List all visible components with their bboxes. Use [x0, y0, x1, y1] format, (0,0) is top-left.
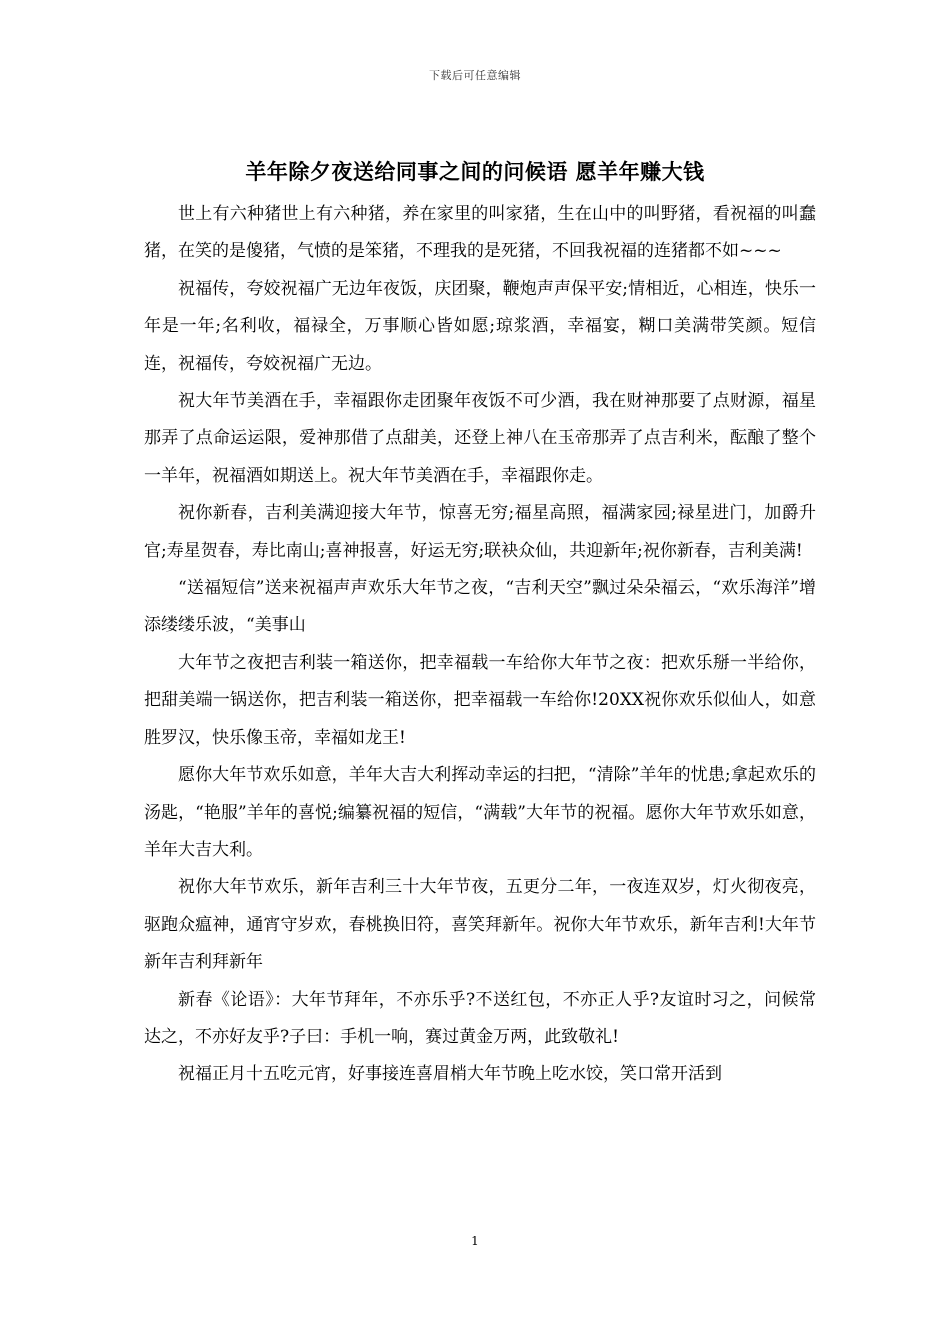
- paragraph-4: 祝你新春，吉利美满迎接大年节，惊喜无穷;福星高照，福满家园;禄星进门，加爵升官;寿星贺春，寿比南山;喜神报喜，好运无穷;联袂众仙，共迎新年;祝你新春，吉利美满!: [144, 503, 816, 561]
- paragraph-10: 祝福正月十五吃元宵，好事接连喜眉梢大年节晚上吃水饺，笑口常开活到: [178, 1064, 722, 1085]
- paragraph-9: 新春《论语》：大年节拜年，不亦乐乎?不送红包，不亦正人乎?友谊时习之，问候常达之，不亦好友乎?子曰：手机一响，赛过黄金万两，此致敬礼!: [144, 989, 816, 1047]
- page-number: 1: [471, 1234, 479, 1248]
- paragraph-7: 愿你大年节欢乐如意，羊年大吉大利挥动幸运的扫把，“清除”羊年的忧患;拿起欢乐的汤匙，“艳服”羊年的喜悦;编纂祝福的短信，“满载”大年节的祝福。愿你大年节欢乐如意，羊年大吉大利。: [144, 765, 816, 860]
- paragraph-3: 祝大年节美酒在手，幸福跟你走团聚年夜饭不可少酒，我在财神那要了点财源，福星那弄了点命运运限，爱神那借了点甜美，还登上神八在玉帝那弄了点吉利米，酝酿了整个一羊年，祝福酒如期送上。祝大年节美酒在手，幸福跟你走。: [144, 391, 816, 486]
- document-body: [144, 196, 816, 1094]
- paragraph-1: 世上有六种猪世上有六种猪，养在家里的叫家猪，生在山中的叫野猪，看祝福的叫蠢猪，在笑的是傻猪，气愤的是笨猪，不理我的是死猪，不回我祝福的连猪都不如~~~: [144, 204, 816, 262]
- header-note: 下载后可任意编辑: [429, 69, 521, 82]
- document-title: 羊年除夕夜送给同事之间的问候语 愿羊年赚大钱: [245, 159, 705, 184]
- paragraph-5: “送福短信”送来祝福声声欢乐大年节之夜，“吉利天空”飘过朵朵福云，“欢乐海洋”增添缕缕乐波，“美事山: [144, 578, 816, 636]
- paragraph-2: 祝福传，夸姣祝福广无边年夜饭，庆团聚，鞭炮声声保平安;情相近，心相连，快乐一年是一年;名利收，福禄全，万事顺心皆如愿;琼浆酒，幸福宴，糊口美满带笑颜。短信连，祝福传，夸姣祝福广无边。: [144, 278, 816, 374]
- paragraph-8: 祝你大年节欢乐，新年吉利三十大年节夜，五更分二年，一夜连双岁，灯火彻夜亮，驱跑众瘟神，通宵守岁欢，春桃换旧符，喜笑拜新年。祝你大年节欢乐，新年吉利!大年节新年吉利拜新年: [144, 877, 816, 973]
- paragraph-6: 大年节之夜把吉利装一箱送你，把幸福载一车给你大年节之夜：把欢乐掰一半给你，把甜美端一锅送你，把吉利装一箱送你，把幸福载一车给你!20XX祝你欢乐似仙人，如意胜罗汉，快乐像玉帝，幸福如龙王!: [144, 652, 816, 748]
